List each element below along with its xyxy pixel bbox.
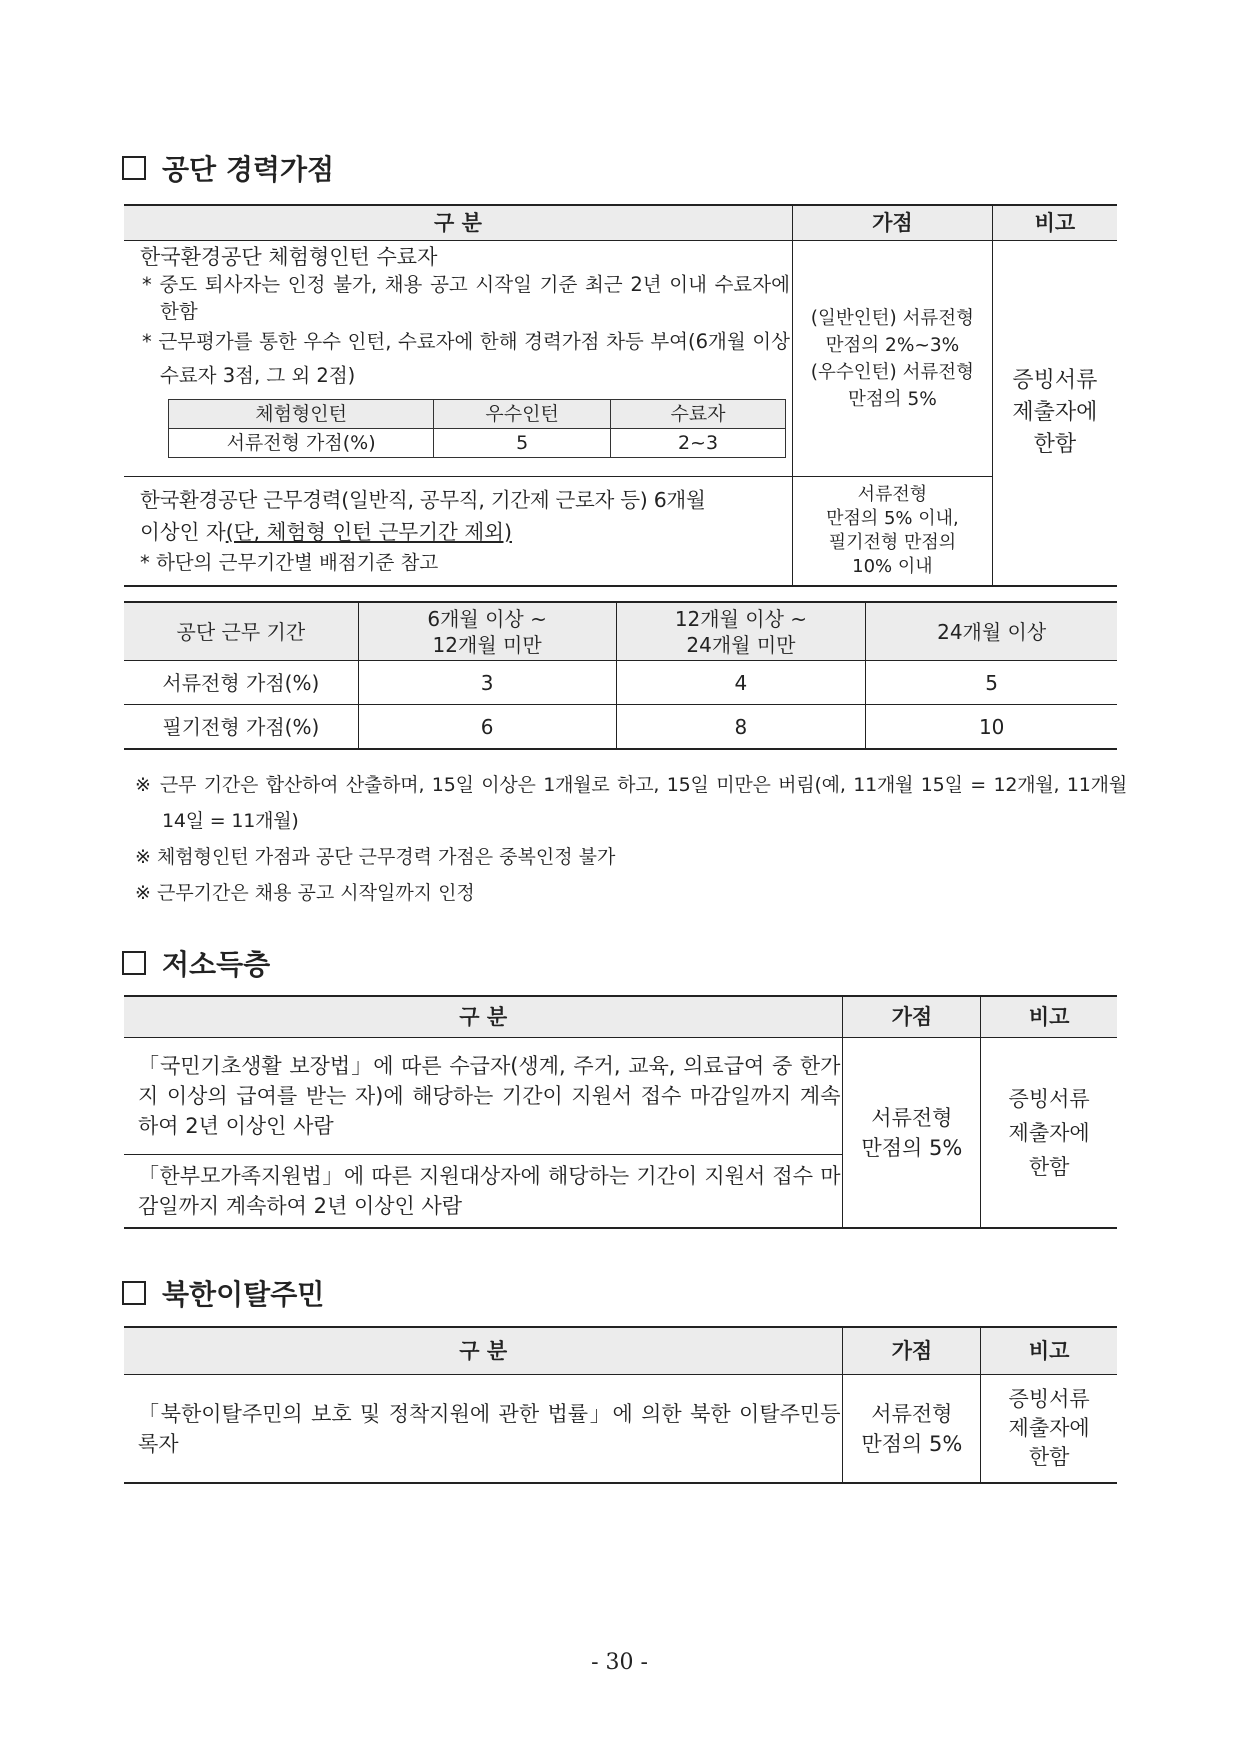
score-line: 만점의 2%~3%	[825, 334, 960, 356]
inner-header: 우수인턴	[434, 400, 611, 429]
intern-bullet-2: * 근무평가를 통한 우수 인턴, 수료자에 한해 경력가점 차등 부여(6개월 이상 수료자 3점, 그 외 2점)	[142, 330, 790, 387]
period-header: 공단 근무 기간	[124, 602, 358, 661]
remark-line: 증빙서류	[1012, 368, 1098, 393]
remark-line: 한함	[1028, 1445, 1070, 1469]
score-line: 10% 이내	[852, 556, 933, 577]
career-line-2	[140, 516, 790, 548]
remark-line: 증빙서류	[1008, 1086, 1090, 1111]
remark-line: 증빙서류	[1008, 1387, 1090, 1411]
col-header-remark: 비고	[992, 205, 1117, 241]
period-cell: 4	[616, 661, 866, 705]
section-title-text: 북한이탈주민	[162, 1278, 325, 1311]
checkbox-icon	[122, 156, 146, 180]
col-header-category: 구 분	[124, 205, 792, 241]
period-cell: 3	[358, 661, 616, 705]
remark-line: 제출자에	[1008, 1416, 1090, 1440]
period-cell: 6	[358, 705, 616, 750]
period-row-label: 필기전형 가점(%)	[124, 705, 358, 750]
career-bullet: * 하단의 근무기간별 배점기준 참고	[140, 551, 439, 574]
intern-bullet-1: * 중도 퇴사자는 인정 불가, 채용 공고 시작일 기준 최근 2년 이내 수료자에 한함	[142, 273, 790, 323]
col-header-score: 가점	[843, 1327, 981, 1375]
col-header-score: 가점	[843, 996, 981, 1038]
note-2: ※ 체험형인턴 가점과 공단 근무경력 가점은 중복인정 불가	[135, 846, 616, 868]
intern-score-table	[168, 399, 786, 458]
section-title-text: 저소득층	[162, 948, 271, 981]
career-line-2-underlined: (단, 체험형 인턴 근무기간 제외)	[225, 520, 512, 544]
score-line: 서류전형	[871, 1401, 953, 1426]
intern-score-cell	[792, 241, 992, 477]
period-row-label: 서류전형 가점(%)	[124, 661, 358, 705]
score-line: 만점의 5%	[861, 1135, 963, 1160]
remark-cell	[992, 241, 1117, 587]
score-line: (우수인턴) 서류전형	[810, 361, 975, 383]
defector-remark-cell	[981, 1375, 1117, 1484]
low-income-row-1: 「국민기초생활 보장법」에 따른 수급자(생계, 주거, 교육, 의료급여 중 한가지 이상의 급여를 받는 자)에 해당하는 기간이 지원서 접수 마감일까지 계속하여 2년 이상인 사람	[124, 1038, 843, 1155]
defector-score-cell	[843, 1375, 981, 1484]
score-line: (일반인턴) 서류전형	[810, 307, 975, 329]
career-bonus-table	[124, 204, 1117, 587]
defector-table	[124, 1326, 1117, 1484]
period-cell: 10	[978, 714, 1005, 739]
col-header-category: 구 분	[124, 1327, 843, 1375]
col-header-score: 가점	[792, 205, 992, 241]
section-title-career	[122, 148, 334, 188]
score-line: 서류전형	[857, 484, 928, 505]
score-line: 만점의 5%	[847, 388, 937, 410]
score-line: 서류전형	[871, 1105, 953, 1130]
checkbox-icon	[122, 951, 146, 975]
remark-line: 제출자에	[1008, 1120, 1090, 1145]
remark-line: 한함	[1028, 1154, 1070, 1179]
low-income-row-2: 「한부모가족지원법」에 따른 지원대상자에 해당하는 기간이 지원서 접수 마감일까지 계속하여 2년 이상인 사람	[124, 1155, 843, 1229]
section-title-low-income	[122, 943, 270, 983]
intern-title: 한국환경공단 체험형인턴 수료자	[140, 245, 438, 269]
inner-header: 체험형인턴	[169, 400, 434, 429]
career-score-cell	[792, 477, 992, 587]
inner-header: 수료자	[611, 400, 786, 429]
career-line-2-prefix: 이상인 자	[140, 520, 226, 544]
section-title-text: 공단 경력가점	[162, 153, 335, 186]
period-cell: 5	[985, 670, 999, 695]
low-income-remark-cell	[981, 1038, 1117, 1229]
col-header-remark: 비고	[981, 1327, 1117, 1375]
period-score-table	[124, 601, 1117, 750]
low-income-score-cell	[843, 1038, 981, 1229]
period-header: 6개월 이상 ~ 12개월 미만	[358, 602, 616, 661]
checkbox-icon	[122, 1281, 146, 1305]
period-header: 24개월 이상	[937, 619, 1047, 644]
remark-line: 한함	[1033, 432, 1077, 457]
score-line: 만점의 5% 이내,	[826, 508, 959, 529]
career-line-1: 한국환경공단 근무경력(일반직, 공무직, 기간제 근로자 등) 6개월	[140, 488, 706, 512]
col-header-remark: 비고	[981, 996, 1117, 1038]
defector-row-1: 「북한이탈주민의 보호 및 정착지원에 관한 법률」에 의한 북한 이탈주민등록자	[124, 1375, 843, 1484]
note-3: ※ 근무기간은 채용 공고 시작일까지 인정	[135, 882, 475, 904]
remark-line: 제출자에	[1012, 400, 1098, 425]
intern-cell	[124, 241, 792, 477]
notes	[135, 767, 1127, 911]
inner-cell: 서류전형 가점(%)	[169, 429, 434, 458]
score-line: 만점의 5%	[861, 1431, 963, 1456]
period-cell: 8	[616, 705, 866, 750]
career-cell	[124, 477, 792, 587]
period-header: 12개월 이상 ~ 24개월 미만	[616, 602, 866, 661]
score-line: 필기전형 만점의	[828, 532, 957, 553]
page-number: - 30 -	[591, 1650, 648, 1675]
inner-cell: 5	[434, 429, 611, 458]
section-title-defector	[122, 1273, 324, 1313]
low-income-table	[124, 995, 1117, 1229]
inner-cell: 2~3	[611, 429, 786, 458]
col-header-category: 구 분	[124, 996, 843, 1038]
note-1: ※ 근무 기간은 합산하여 산출하며, 15일 이상은 1개월로 하고, 15일 미만은 버림(예, 11개월 15일 = 12개월, 11개월 14일 = 11개월)	[135, 774, 1127, 832]
